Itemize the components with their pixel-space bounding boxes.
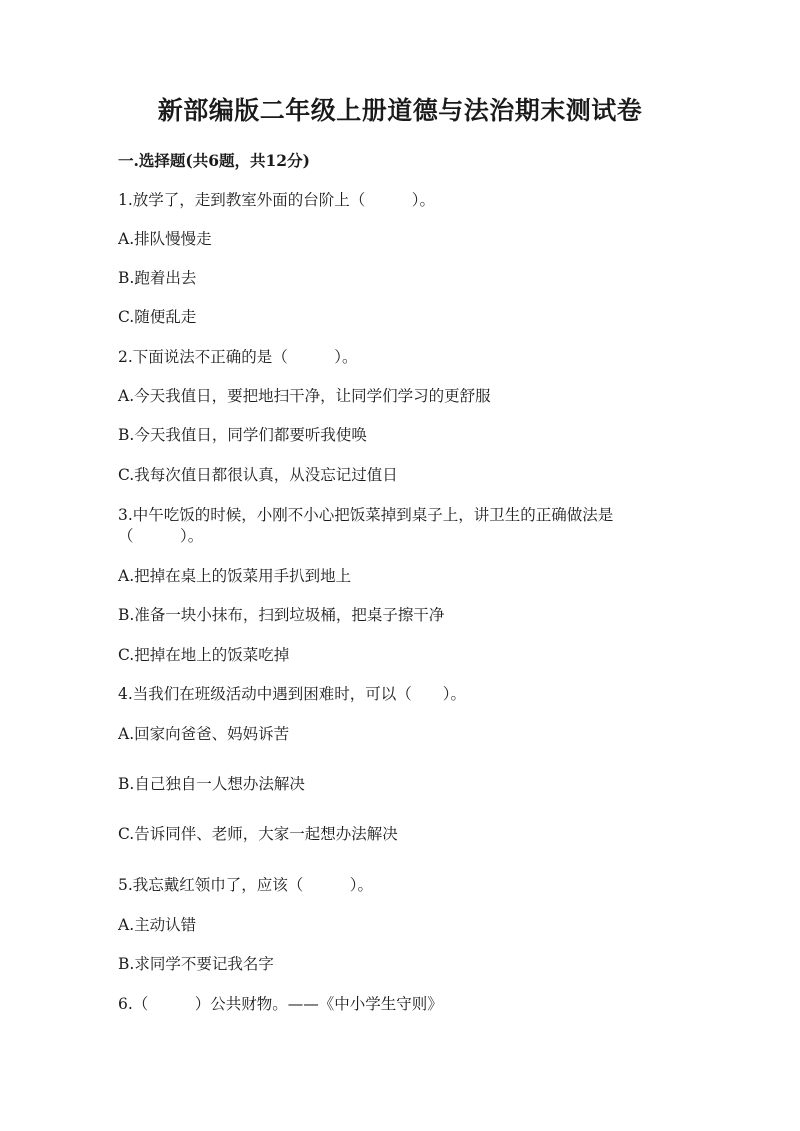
question-3-option-a: A.把掉在桌上的饭菜用手扒到地上 bbox=[118, 567, 352, 585]
question-3-option-c: C.把掉在地上的饭菜吃掉 bbox=[118, 646, 290, 664]
question-5-option-b: B.求同学不要记我名字 bbox=[118, 955, 274, 973]
question-6-stem: 6.（ ）公共财物。——《中小学生守则》 bbox=[118, 995, 443, 1013]
question-1-option-a: A.排队慢慢走 bbox=[118, 230, 212, 248]
section-heading: 一.选择题(共6题，共12分) bbox=[118, 151, 310, 170]
question-1-option-b: B.跑着出去 bbox=[118, 269, 197, 287]
question-5-stem: 5.我忘戴红领巾了，应该（ ）。 bbox=[118, 876, 374, 894]
question-3-stem-line1: 3.中午吃饭的时候，小刚不小心把饭菜掉到桌子上，讲卫生的正确做法是 bbox=[118, 506, 614, 524]
question-3-stem-line2: （ ）。 bbox=[118, 527, 204, 545]
question-2-stem: 2.下面说法不正确的是（ ）。 bbox=[118, 348, 358, 366]
question-5-option-a: A.主动认错 bbox=[118, 916, 197, 934]
question-4-option-c: C.告诉同伴、老师，大家一起想办法解决 bbox=[118, 825, 398, 843]
question-4-option-a: A.回家向爸爸、妈妈诉苦 bbox=[118, 725, 290, 743]
document-title: 新部编版二年级上册道德与法治期末测试卷 bbox=[157, 96, 643, 125]
question-4-stem: 4.当我们在班级活动中遇到困难时，可以（ ）。 bbox=[118, 685, 467, 703]
question-2-option-a: A.今天我值日，要把地扫干净，让同学们学习的更舒服 bbox=[118, 387, 491, 405]
question-3-option-b: B.准备一块小抹布，扫到垃圾桶，把桌子擦干净 bbox=[118, 606, 445, 624]
question-1-option-c: C.随便乱走 bbox=[118, 308, 197, 326]
question-1-stem: 1.放学了，走到教室外面的台阶上（ ）。 bbox=[118, 191, 436, 209]
question-2-option-c: C.我每次值日都很认真，从没忘记过值日 bbox=[118, 466, 398, 484]
question-2-option-b: B.今天我值日，同学们都要听我使唤 bbox=[118, 426, 367, 444]
question-4-option-b: B.自己独自一人想办法解决 bbox=[118, 775, 305, 793]
